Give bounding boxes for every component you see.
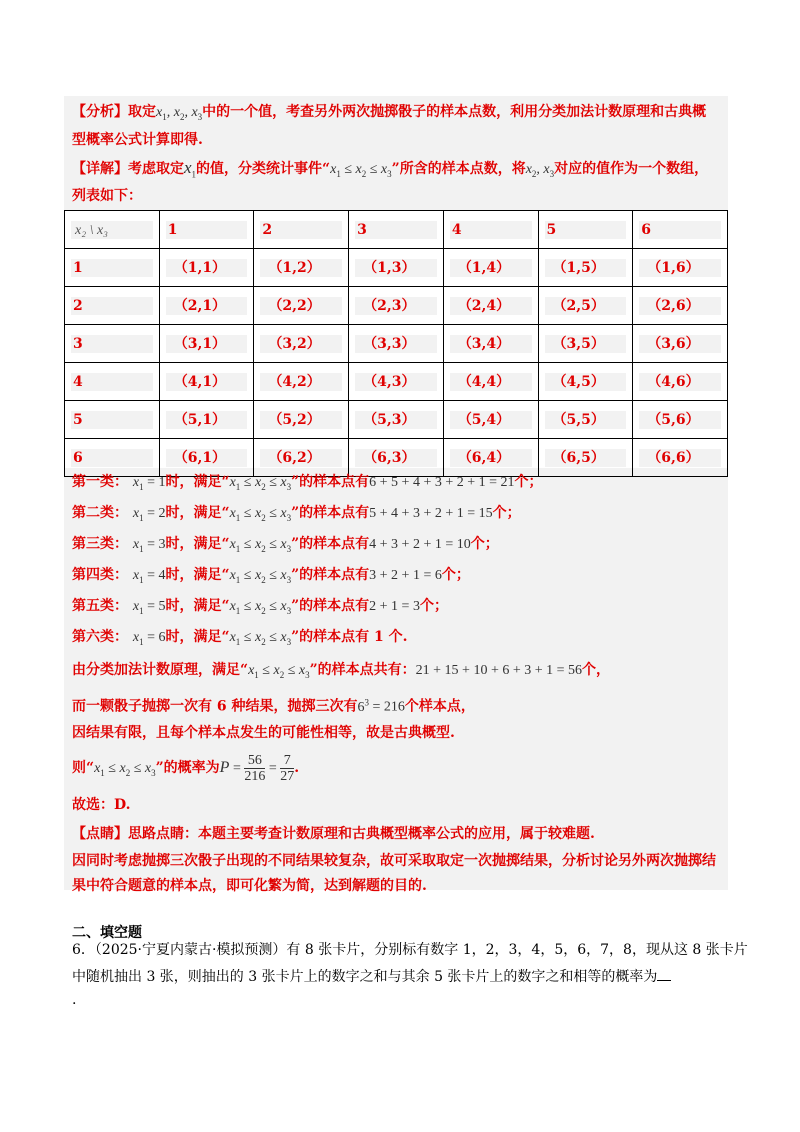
case-line-3: 第三类： $x_1 = 3$时，满足“$x_1 \le x_2 \le x_3$”的样本点有4 + 3 + 2 + 1 = 10个；	[72, 536, 499, 554]
table-header: 6	[639, 221, 721, 239]
table-row	[65, 325, 728, 363]
row-label: 5	[71, 411, 153, 429]
table-cell: （2,6）	[639, 297, 721, 315]
table-header: 2	[260, 221, 342, 239]
math-x1x2x3: $x_1$, $x_2$, $x_3$	[156, 105, 203, 122]
table-cell: （6,1）	[166, 449, 248, 467]
table-header: 1	[166, 221, 248, 239]
table-cell: （3,3）	[355, 335, 437, 353]
table-cell: （1,3）	[355, 259, 437, 277]
table-cell: （3,4）	[450, 335, 532, 353]
fraction-56-216: $\frac{56}{216}$	[244, 752, 266, 784]
table-cell: （6,2）	[260, 449, 342, 467]
table-cell: （4,1）	[166, 373, 248, 391]
row-label: 3	[71, 335, 153, 353]
comment-line-2: 因同时考虑抛掷三次骰子出现的不同结果较复杂，故可采取取定一次抛掷结果，分析讨论另外两次抛掷结	[72, 853, 716, 869]
summary-line-3: 因结果有限，且每个样本点发生的可能性相等，故是古典概型.	[72, 725, 455, 741]
row-label: 6	[71, 449, 153, 467]
row-label: 1	[71, 259, 153, 277]
table-cell: （5,1）	[166, 411, 248, 429]
table-row	[65, 249, 728, 287]
comment-line-3: 果中符合题意的样本点，即可化繁为简，达到解题的目的.	[72, 878, 427, 894]
table-cell: （5,2）	[260, 411, 342, 429]
table-row	[65, 439, 728, 477]
question-6-line-3: .	[72, 992, 77, 1008]
case-line-1: 第一类： $x_1 = 1$时，满足“$x_1 \le x_2 \le x_3$”的样本点有6 + 5 + 4 + 3 + 2 + 1 = 21个；	[72, 474, 543, 492]
table-cell: （3,5）	[545, 335, 627, 353]
analysis-line-2: 型概率公式计算即得.	[72, 132, 203, 148]
question-6-line-1: 6．（2025·宁夏内蒙古·模拟预测）有 8 张卡片，分别标有数字 1，2，3，4，5，6，7，8，现从这 8 张卡片	[72, 942, 748, 958]
table-cell: （3,1）	[166, 335, 248, 353]
table-cell: （4,3）	[355, 373, 437, 391]
row-label: 4	[71, 373, 153, 391]
answer-blank[interactable]	[657, 966, 671, 981]
table-cell: （3,6）	[639, 335, 721, 353]
table-cell: （2,5）	[545, 297, 627, 315]
table-cell: （2,4）	[450, 297, 532, 315]
table-header: 4	[450, 221, 532, 239]
table-cell: （6,6）	[639, 449, 721, 467]
summary-line-2: 而一颗骰子抛掷一次有 6 种结果，抛掷三次有$6^3 = 216$个样本点，	[72, 697, 475, 715]
table-cell: （1,6）	[639, 259, 721, 277]
section-title: 二、填空题	[72, 925, 142, 941]
table-row	[65, 287, 728, 325]
case-line-4: 第四类： $x_1 = 4$时，满足“$x_1 \le x_2 \le x_3$”的样本点有3 + 2 + 1 = 6个；	[72, 567, 470, 585]
comment-line-1: 【点睛】思路点睛：本题主要考查计数原理和古典概型概率公式的应用，属于较难题.	[72, 826, 595, 842]
table-cell: （1,4）	[450, 259, 532, 277]
table-cell: （5,5）	[545, 411, 627, 429]
table-corner: x₂ \ x₃	[75, 222, 109, 238]
detail-tag: 【详解】	[72, 161, 128, 177]
summary-line-4: 则“$x_1 \le x_2 \le x_3$”的概率为P = $\frac{56}{216}$ = $\frac{7}{27}$ .	[72, 752, 300, 784]
table-cell: （1,2）	[260, 259, 342, 277]
question-6-line-2: 中随机抽出 3 张，则抽出的 3 张卡片上的数字之和与其余 5 张卡片上的数字之和相等的概率为	[72, 966, 671, 987]
fraction-7-27: $\frac{7}{27}$	[280, 752, 295, 784]
analysis-line-1: 【分析】取定$x_1$, $x_2$, $x_3$中的一个值，考查另外两次抛掷骰子的样本点数，利用分类加法计数原理和古典概	[72, 104, 707, 122]
comment-tag: 【点睛】	[72, 826, 128, 842]
table-header-row	[65, 211, 728, 249]
table-cell: （1,1）	[166, 259, 248, 277]
table-cell: （4,6）	[639, 373, 721, 391]
summary-answer: 故选：D.	[72, 797, 131, 813]
sample-table	[64, 210, 728, 477]
table-cell: （4,2）	[260, 373, 342, 391]
detail-line-1: 【详解】考虑取定$x_1$的值，分类统计事件“$x_1 \le x_2 \le x_3$”所含的样本点数，将$x_2$, $x_3$对应的值作为一个数组，	[72, 158, 709, 180]
table-cell: （6,5）	[545, 449, 627, 467]
analysis-tag: 【分析】	[72, 104, 128, 120]
table-cell: （2,1）	[166, 297, 248, 315]
table-cell: （2,3）	[355, 297, 437, 315]
summary-line-1: 由分类加法计数原理，满足“$x_1 \le x_2 \le x_3$”的样本点共有：21 + 15 + 10 + 6 + 3 + 1 = 56个，	[72, 662, 611, 680]
math-inequality: $x_1 \le x_2 \le x_3$	[330, 162, 392, 179]
table-cell: （1,5）	[545, 259, 627, 277]
table-cell: （4,4）	[450, 373, 532, 391]
table-cell: （5,6）	[639, 411, 721, 429]
table-cell: （6,4）	[450, 449, 532, 467]
table-header: 5	[545, 221, 627, 239]
case-line-2: 第二类： $x_1 = 2$时，满足“$x_1 \le x_2 \le x_3$”的样本点有5 + 4 + 3 + 2 + 1 = 15个；	[72, 505, 521, 523]
row-label: 2	[71, 297, 153, 315]
detail-line-2: 列表如下：	[72, 188, 142, 204]
table-cell: （5,4）	[450, 411, 532, 429]
table-cell: （3,2）	[260, 335, 342, 353]
case-line-5: 第五类： $x_1 = 5$时，满足“$x_1 \le x_2 \le x_3$”的样本点有2 + 1 = 3个；	[72, 598, 448, 616]
table-header: 3	[355, 221, 437, 239]
table-cell: （6,3）	[355, 449, 437, 467]
table-row	[65, 401, 728, 439]
table-cell: （5,3）	[355, 411, 437, 429]
table-cell: （4,5）	[545, 373, 627, 391]
table-row	[65, 363, 728, 401]
table-cell: （2,2）	[260, 297, 342, 315]
case-line-6: 第六类： $x_1 = 6$时，满足“$x_1 \le x_2 \le x_3$”的样本点有 1 个.	[72, 629, 408, 647]
